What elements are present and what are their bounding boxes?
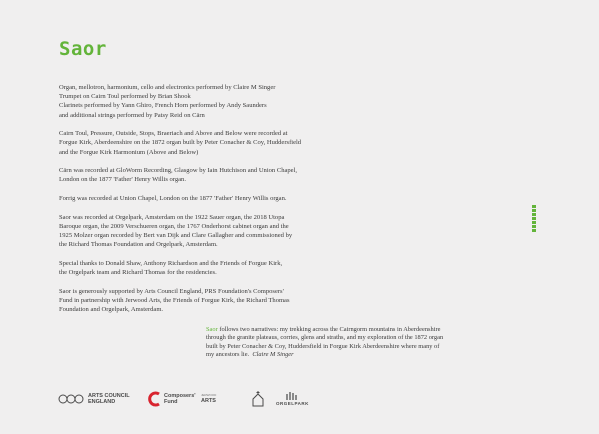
credits-paragraph-saor (59, 213, 419, 250)
credit-line: Organ, mellotron, harmonium, cello and electronics performed by Claire M Singer (59, 84, 276, 91)
note-accent-word: Saor (206, 326, 218, 333)
credit-line: Fund in partnership with Jerwood Arts, the Friends of Forgue Kirk, the Richard Thomas (59, 296, 290, 304)
album-title: Saor (59, 38, 107, 60)
credit-line: Cairn Toul, Pressure, Outside, Stops, Braeriach and Above and Below were recorded at (59, 130, 288, 138)
orgelpark-pipes-icon (285, 392, 299, 400)
credits-paragraph-forgue (59, 129, 419, 157)
arts-council-line2: ENGLAND (88, 399, 116, 405)
credit-line: Saor was recorded at Orgelpark, Amsterdam on the 1922 Sauer organ, the 2018 Utopa (59, 213, 285, 221)
church-icon (251, 391, 265, 407)
orgelpark-text: ORGELPARK (276, 400, 309, 406)
credits-paragraph-thanks (59, 259, 419, 277)
note-line (206, 351, 506, 359)
credit-line: the Richard Thomas Foundation and Orgelpark, Amsterdam. (59, 241, 218, 249)
credit-line: Forgue Kirk, Aberdeenshire on the 1872 organ built by Peter Conacher & Coy, Huddersfield (59, 139, 302, 147)
credit-line: the Orgelpark team and Richard Thomas for the residencies. (59, 269, 217, 276)
credit-line: and additional strings performed by Patsy Reid on Cärn (59, 111, 205, 119)
credit-line: Foundation and Orgelpark, Amsterdam. (59, 306, 164, 313)
credit-line: Clarinets performed by Yann Ghiro, French Horn performed by Andy Saunders (59, 102, 267, 110)
credit-line: Cärn was recorded at GloWorm Recording, Glasgow by Iain Hutchison and Union Chapel, (59, 167, 298, 175)
prs-line2: Fund (164, 399, 178, 405)
credit-line: and the Forgue Kirk Harmonium (Above and Below) (59, 148, 199, 156)
prs-line1: Composers' (164, 393, 196, 399)
decorative-green-dashes (532, 205, 536, 232)
credits-paragraph-performers (59, 83, 419, 120)
arts-council-line1: ARTS COUNCIL (88, 393, 130, 399)
note-line: through the granite plateaus, corries, glens and straths, and my exploration of the 1872 organ (206, 334, 444, 342)
credit-line: 1925 Molzer organ recorded by Bert van Dijk and Clare Gallagher and commissioned by (59, 232, 293, 239)
credits-text (59, 83, 419, 324)
credits-paragraph-forrig (59, 194, 419, 203)
prs-c-icon (148, 391, 161, 407)
arts-council-emblem-icon (58, 391, 84, 407)
note-line (206, 326, 506, 334)
funder-logos (58, 388, 538, 410)
credit-line: London on the 1877 'Father' Henry Willis organ. (59, 176, 186, 184)
orgelpark-logo (276, 388, 309, 410)
credits-paragraph-support (59, 287, 419, 315)
credit-line: Forrig was recorded at Union Chapel, London on the 1877 'Father' Henry Willis organ. (59, 195, 287, 202)
credit-line: Special thanks to Donald Shaw, Anthony Richardson and the Friends of Forgue Kirk, (59, 259, 283, 267)
note-last-line: my ancestors lie. (206, 351, 250, 359)
jerwood-arts-text: ARTS (201, 397, 216, 404)
artist-note (206, 326, 506, 360)
credit-line: Saor is generously supported by Arts Council England, PRS Foundation's Composers' (59, 287, 284, 295)
note-first-line: follows two narratives: my trekking across the Cairngorm mountains in Aberdeenshire (217, 326, 441, 333)
jerwood-small-line: JERWOOD (201, 393, 217, 398)
note-signature: Claire M Singer (252, 351, 294, 359)
forgue-kirk-logo (251, 388, 265, 410)
credit-line: Baroque organ, the 2009 Verschueren organ, the 1767 Onderhorst cabinet organ and the (59, 222, 289, 230)
credits-paragraph-carn (59, 166, 419, 184)
arts-council-logo (58, 388, 130, 410)
prs-composers-fund-logo (148, 388, 196, 410)
note-line: built by Peter Conacher & Coy, Huddersfield in Forgue Kirk Aberdeenshire where many of (206, 342, 440, 350)
jerwood-arts-logo (201, 388, 216, 410)
credit-line: Trumpet on Cairn Toul performed by Brian Shook (59, 93, 191, 101)
